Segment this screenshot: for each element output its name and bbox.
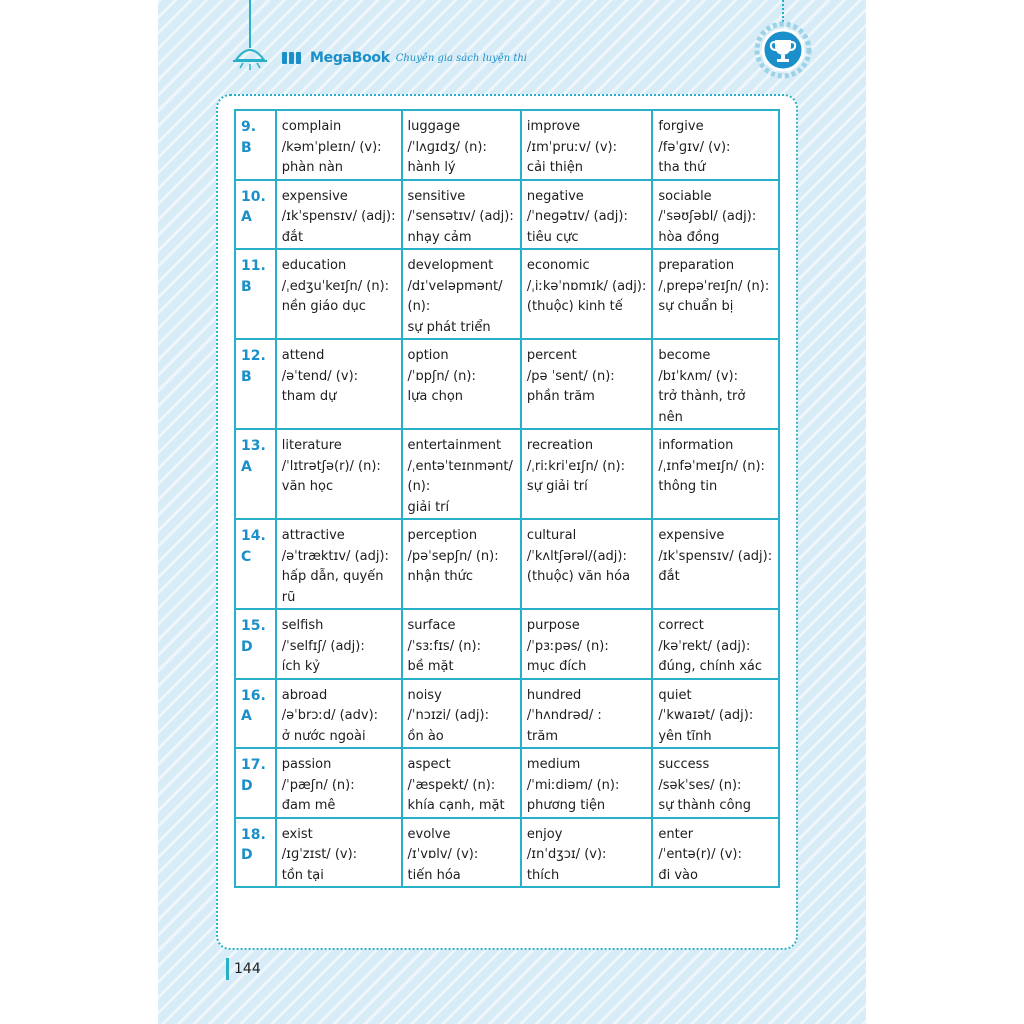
vocab-cell (521, 609, 652, 679)
vocab-meaning: hành lý (407, 160, 456, 175)
vocab-cell (276, 748, 402, 818)
vocab-meaning: ích kỷ (281, 659, 321, 674)
vocab-meaning: ồn ào (407, 728, 444, 744)
answer-key: 17. D (235, 748, 276, 818)
vocab-cell (521, 679, 652, 749)
answer-key: 10. A (235, 180, 276, 250)
vocab-meaning: bề mặt (407, 659, 454, 674)
vocab-meaning: lựa chọn (407, 389, 464, 404)
answer-key: 13. A (235, 429, 276, 519)
vocab-word: attractive (281, 528, 345, 543)
vocab-meaning: hòa đồng (658, 229, 720, 245)
vocab-ipa: /ˈkwaɪət/ (adj): (658, 708, 754, 723)
answer-key: 12. B (235, 339, 276, 429)
table-row (235, 818, 779, 888)
answer-key: 15. D (235, 609, 276, 679)
vocab-cell (521, 249, 652, 339)
vocab-ipa: /ˈæspekt/ (n): (407, 777, 496, 793)
vocab-word: negative (526, 188, 584, 204)
vocab-meaning: (thuộc) kinh tế (526, 299, 623, 314)
answer-key: 9. B (235, 110, 276, 180)
hanging-lamp-icon (228, 0, 272, 72)
vocab-ipa: /ˈlʌɡɪdʒ/ (n): (407, 139, 487, 155)
vocab-cell (276, 110, 402, 180)
vocab-ipa: /ˈneɡətɪv/ (adj): (526, 209, 628, 224)
page-number-bar (226, 958, 229, 980)
vocab-meaning: sự giải trí (526, 479, 588, 494)
vocab-word: evolve (407, 826, 451, 842)
vocab-meaning: hấp dẫn, quyến rũ (281, 569, 384, 605)
vocab-cell (276, 249, 402, 339)
vocab-meaning: mục đích (526, 659, 587, 674)
vocab-cell (652, 609, 779, 679)
vocab-ipa: /pəˈsepʃn/ (n): (407, 548, 499, 564)
vocab-cell (276, 609, 402, 679)
vocab-ipa: /ɪkˈspensɪv/ (adj): (281, 209, 396, 224)
vocab-meaning: tiến hóa (407, 867, 461, 883)
vocab-ipa: /ɪmˈpruːv/ (v): (526, 139, 618, 155)
vocab-word: selfish (281, 618, 324, 633)
vocab-cell (652, 679, 779, 749)
vocab-meaning: thông tin (658, 479, 718, 494)
vocab-cell (521, 818, 652, 888)
vocab-word: purpose (526, 618, 580, 633)
vocab-ipa: /ˈlɪtrətʃə(r)/ (n): (281, 458, 381, 474)
vocab-cell (276, 679, 402, 749)
vocab-meaning: tha thứ (658, 160, 706, 175)
vocab-word: attend (281, 348, 325, 363)
table-row (235, 339, 779, 429)
vocab-ipa: /ˌɪnfəˈmeɪʃn/ (n): (658, 458, 765, 474)
vocab-meaning: trăm (526, 728, 558, 744)
vocab-word: option (407, 348, 449, 363)
vocab-word: development (407, 258, 494, 273)
vocab-ipa: /əˈtræktɪv/ (adj): (281, 548, 389, 564)
vocab-word: expensive (281, 188, 348, 204)
vocab-meaning: nhạy cảm (407, 229, 472, 245)
vocab-ipa: /əˈtend/ (v): (281, 368, 359, 384)
vocab-cell (652, 429, 779, 519)
page-number-text: 144 (234, 961, 261, 977)
vocab-word: education (281, 258, 347, 273)
vocab-ipa: /ˌprepəˈreɪʃn/ (n): (658, 278, 770, 294)
vocab-word: cultural (526, 528, 577, 543)
table-row (235, 519, 779, 609)
vocab-ipa: /ˈhʌndrəd/ : (526, 708, 602, 723)
vocab-ipa: /ˈɒpʃn/ (n): (407, 368, 476, 384)
answer-key: 11. B (235, 249, 276, 339)
vocab-word: recreation (526, 438, 594, 453)
vocab-cell (402, 679, 521, 749)
vocab-meaning: phương tiện (526, 798, 606, 813)
vocab-meaning: thích (526, 867, 560, 883)
brand-header (282, 50, 527, 66)
vocab-part-of-speech: (n): (407, 479, 431, 494)
vocab-meaning: sự phát triển (407, 319, 491, 335)
vocab-cell (521, 748, 652, 818)
vocab-word: literature (281, 438, 342, 453)
vocab-word: surface (407, 618, 456, 633)
vocab-ipa: /ˌedʒuˈkeɪʃn/ (n): (281, 278, 390, 294)
vocab-ipa: /ˌentəˈteɪnmənt/ (407, 458, 513, 474)
vocab-meaning: đắt (658, 569, 680, 584)
vocab-meaning: tồn tại (281, 867, 324, 883)
vocab-cell (402, 609, 521, 679)
vocab-word: noisy (407, 687, 442, 703)
vocab-cell (521, 519, 652, 609)
vocab-word: success (658, 757, 710, 772)
vocab-meaning: phần trăm (526, 389, 595, 404)
vocab-meaning: khía cạnh, mặt (407, 798, 505, 813)
vocab-ipa: /ˈpɜːpəs/ (n): (526, 638, 609, 654)
vocab-meaning: sự thành công (658, 798, 752, 813)
vocab-ipa: /ɪnˈdʒɔɪ/ (v): (526, 847, 607, 862)
vocab-word: enter (658, 826, 694, 842)
vocab-ipa: /bɪˈkʌm/ (v): (658, 368, 739, 384)
table-row (235, 609, 779, 679)
vocab-meaning: trở thành, trở nên (658, 389, 746, 425)
vocab-meaning: đi vào (658, 867, 698, 883)
vocab-cell (652, 249, 779, 339)
answer-key: 18. D (235, 818, 276, 888)
vocab-word: percent (526, 348, 577, 363)
vocab-cell (276, 818, 402, 888)
vocab-cell (276, 339, 402, 429)
vocab-meaning: đắt (281, 229, 304, 245)
vocab-meaning: cải thiện (526, 160, 583, 175)
vocab-ipa: /ˌriːkriˈeɪʃn/ (n): (526, 458, 625, 474)
vocab-ipa: /ˈsensətɪv/ (adj): (407, 209, 514, 224)
vocab-ipa: /ˈselfɪʃ/ (adj): (281, 638, 365, 654)
vocab-ipa: /ˌiːkəˈnɒmɪk/ (adj): (526, 278, 647, 294)
vocab-word: quiet (658, 687, 692, 703)
vocab-meaning: tiêu cực (526, 229, 579, 245)
vocab-ipa: /əˈbrɔːd/ (adv): (281, 708, 379, 723)
vocab-ipa: /ˈsəʊʃəbl/ (adj): (658, 209, 757, 224)
book-page (158, 0, 866, 1024)
vocab-word: information (658, 438, 734, 453)
vocab-word: exist (281, 826, 313, 842)
megabook-logo-icon (282, 52, 304, 64)
vocab-ipa: /ˈpæʃn/ (n): (281, 777, 355, 793)
vocab-cell (521, 110, 652, 180)
vocab-word: abroad (281, 687, 328, 703)
vocab-word: perception (407, 528, 478, 543)
vocab-word: aspect (407, 757, 451, 772)
vocab-cell (521, 180, 652, 250)
vocab-ipa: /kəˈrekt/ (adj): (658, 638, 751, 654)
table-row (235, 180, 779, 250)
vocab-cell (652, 110, 779, 180)
vocab-word: hundred (526, 687, 582, 703)
vocab-word: enjoy (526, 826, 563, 842)
vocab-cell (402, 180, 521, 250)
brand-name: MegaBook (310, 50, 390, 66)
vocab-ipa: /ɪkˈspensɪv/ (adj): (658, 548, 773, 564)
table-row (235, 429, 779, 519)
vocab-cell (652, 339, 779, 429)
vocab-word: entertainment (407, 438, 502, 453)
vocab-word: forgive (658, 119, 704, 134)
vocab-meaning: đam mê (281, 798, 336, 813)
vocab-cell (402, 429, 521, 519)
vocab-cell (276, 180, 402, 250)
vocab-word: improve (526, 119, 581, 134)
vocab-meaning: đúng, chính xác (658, 659, 763, 674)
vocab-ipa: /dɪˈveləpmənt/ (407, 278, 503, 294)
vocab-ipa: /ˈsɜːfɪs/ (n): (407, 638, 481, 654)
vocab-ipa: /ˈnɔɪzi/ (adj): (407, 708, 489, 723)
vocab-meaning: phàn nàn (281, 160, 344, 175)
table-row (235, 748, 779, 818)
vocab-cell (402, 519, 521, 609)
answer-key: 14. C (235, 519, 276, 609)
vocab-cell (521, 429, 652, 519)
vocab-meaning: yên tĩnh (658, 728, 712, 744)
vocab-cell (402, 818, 521, 888)
vocab-meaning: tham dự (281, 389, 337, 404)
trophy-badge-icon (748, 0, 818, 82)
vocab-cell (521, 339, 652, 429)
vocab-cell (652, 818, 779, 888)
vocab-ipa: /kəmˈpleɪn/ (v): (281, 139, 382, 155)
vocab-word: sensitive (407, 188, 466, 204)
table-row (235, 249, 779, 339)
vocab-word: complain (281, 119, 342, 134)
vocab-ipa: /ɪɡˈzɪst/ (v): (281, 847, 358, 862)
vocab-meaning: ở nước ngoài (281, 728, 366, 744)
vocab-meaning: giải trí (407, 499, 450, 515)
vocab-word: medium (526, 757, 581, 772)
vocab-ipa: /ˈentə(r)/ (v): (658, 847, 742, 862)
vocab-ipa: /ˈkʌltʃərəl/(adj): (526, 548, 627, 564)
vocab-cell (402, 748, 521, 818)
vocab-part-of-speech: (n): (407, 299, 431, 314)
vocab-ipa: /səkˈses/ (n): (658, 777, 742, 793)
vocab-word: passion (281, 757, 332, 772)
vocab-meaning: sự chuẩn bị (658, 299, 734, 314)
page-number (226, 958, 261, 980)
vocab-word: become (658, 348, 711, 363)
vocab-word: expensive (658, 528, 725, 543)
answer-key: 16. A (235, 679, 276, 749)
vocab-meaning: nhận thức (407, 569, 474, 584)
vocab-word: luggage (407, 119, 461, 134)
vocab-ipa: /fəˈɡɪv/ (v): (658, 139, 731, 155)
vocab-meaning: (thuộc) văn hóa (526, 569, 631, 584)
vocab-cell (402, 110, 521, 180)
table-row (235, 110, 779, 180)
vocab-ipa: /ɪˈvɒlv/ (v): (407, 847, 479, 862)
brand-tagline: Chuyên gia sách luyện thi (395, 52, 527, 64)
vocab-cell (276, 519, 402, 609)
vocab-cell (652, 519, 779, 609)
vocab-meaning: văn học (281, 479, 334, 494)
vocab-cell (276, 429, 402, 519)
vocab-word: economic (526, 258, 590, 273)
vocab-word: sociable (658, 188, 712, 204)
vocabulary-table (234, 109, 780, 888)
vocab-cell (402, 339, 521, 429)
vocab-ipa: /ˈmiːdiəm/ (n): (526, 777, 620, 793)
vocab-word: preparation (658, 258, 735, 273)
table-row (235, 679, 779, 749)
vocab-cell (402, 249, 521, 339)
vocab-ipa: /pə ˈsent/ (n): (526, 368, 615, 384)
vocab-cell (652, 748, 779, 818)
vocab-cell (652, 180, 779, 250)
vocab-word: correct (658, 618, 704, 633)
vocab-meaning: nền giáo dục (281, 299, 366, 314)
